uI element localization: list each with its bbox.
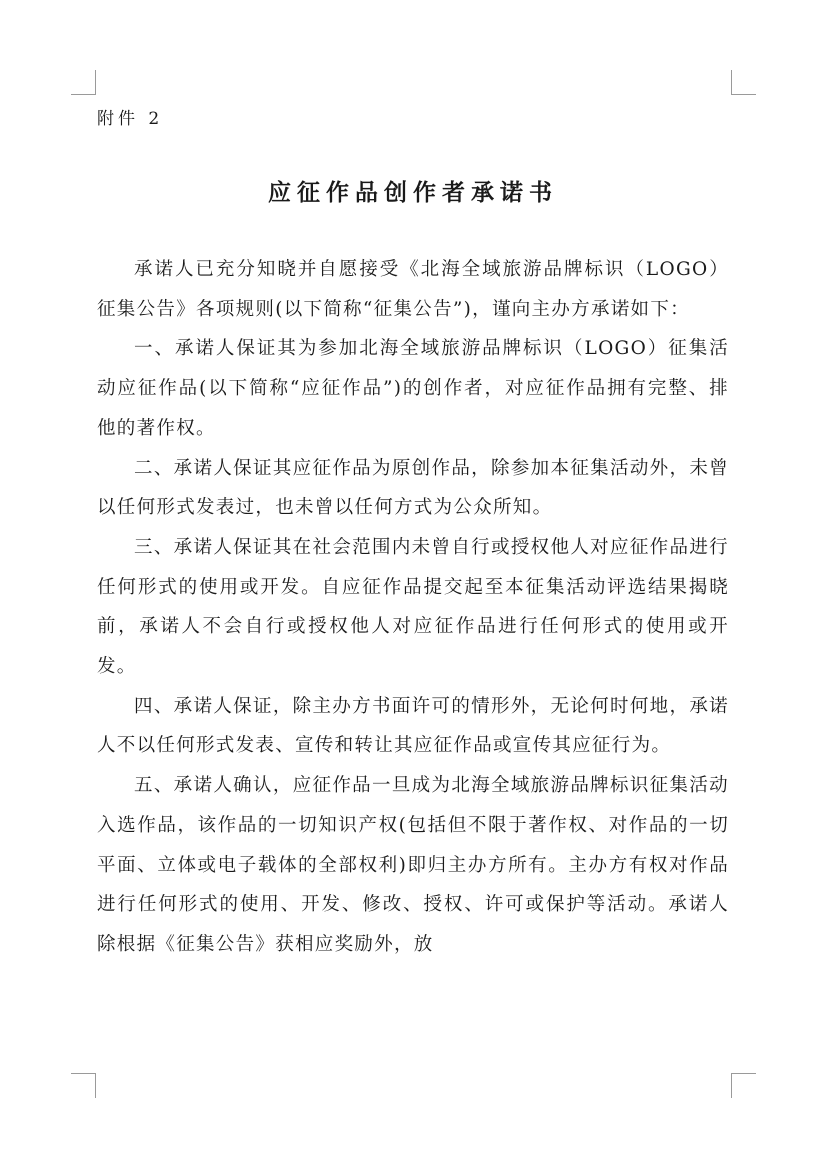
paragraph-3: 三、承诺人保证其在社会范围内未曾自行或授权他人对应征作品进行任何形式的使用或开发。自应征作品提交起至本征集活动评选结果揭晓前，承诺人不会自行或授权他人对应征作品进行任何形式的使用或开发。 (97, 536, 729, 678)
crop-mark-top-left (71, 70, 96, 95)
crop-mark-top-right (731, 70, 756, 95)
paragraph-2: 二、承诺人保证其应征作品为原创作品，除参加本征集活动外，未曾以任何形式发表过，也未曾以任何方式为公众所知。 (97, 457, 729, 519)
document-body (97, 250, 729, 965)
attachment-label: 附件 2 (97, 109, 164, 129)
paragraph-5: 五、承诺人确认，应征作品一旦成为北海全域旅游品牌标识征集活动入选作品，该作品的一切知识产权(包括但不限于著作权、对作品的一切平面、立体或电子载体的全部权利)即归主办方所有。主办方有权对作品进行任何形式的使用、开发、修改、授权、许可或保护等活动。承诺人除根据《征集公告》获相应奖励外，放 (97, 775, 729, 955)
paragraph-4: 四、承诺人保证，除主办方书面许可的情形外，无论何时何地，承诺人不以任何形式发表、宣传和转让其应征作品或宣传其应征行为。 (97, 695, 729, 757)
paragraph-1: 一、承诺人保证其为参加北海全域旅游品牌标识（LOGO）征集活动应征作品(以下简称“应征作品”)的创作者，对应征作品拥有完整、排他的著作权。 (97, 338, 729, 439)
paragraph-intro: 承诺人已充分知晓并自愿接受《北海全域旅游品牌标识（LOGO）征集公告》各项规则(以下简称“征集公告”)，谨向主办方承诺如下： (97, 259, 729, 320)
document-title: 应征作品创作者承诺书 (268, 179, 558, 206)
crop-mark-bottom-left (71, 1073, 96, 1098)
crop-mark-bottom-right (731, 1073, 756, 1098)
